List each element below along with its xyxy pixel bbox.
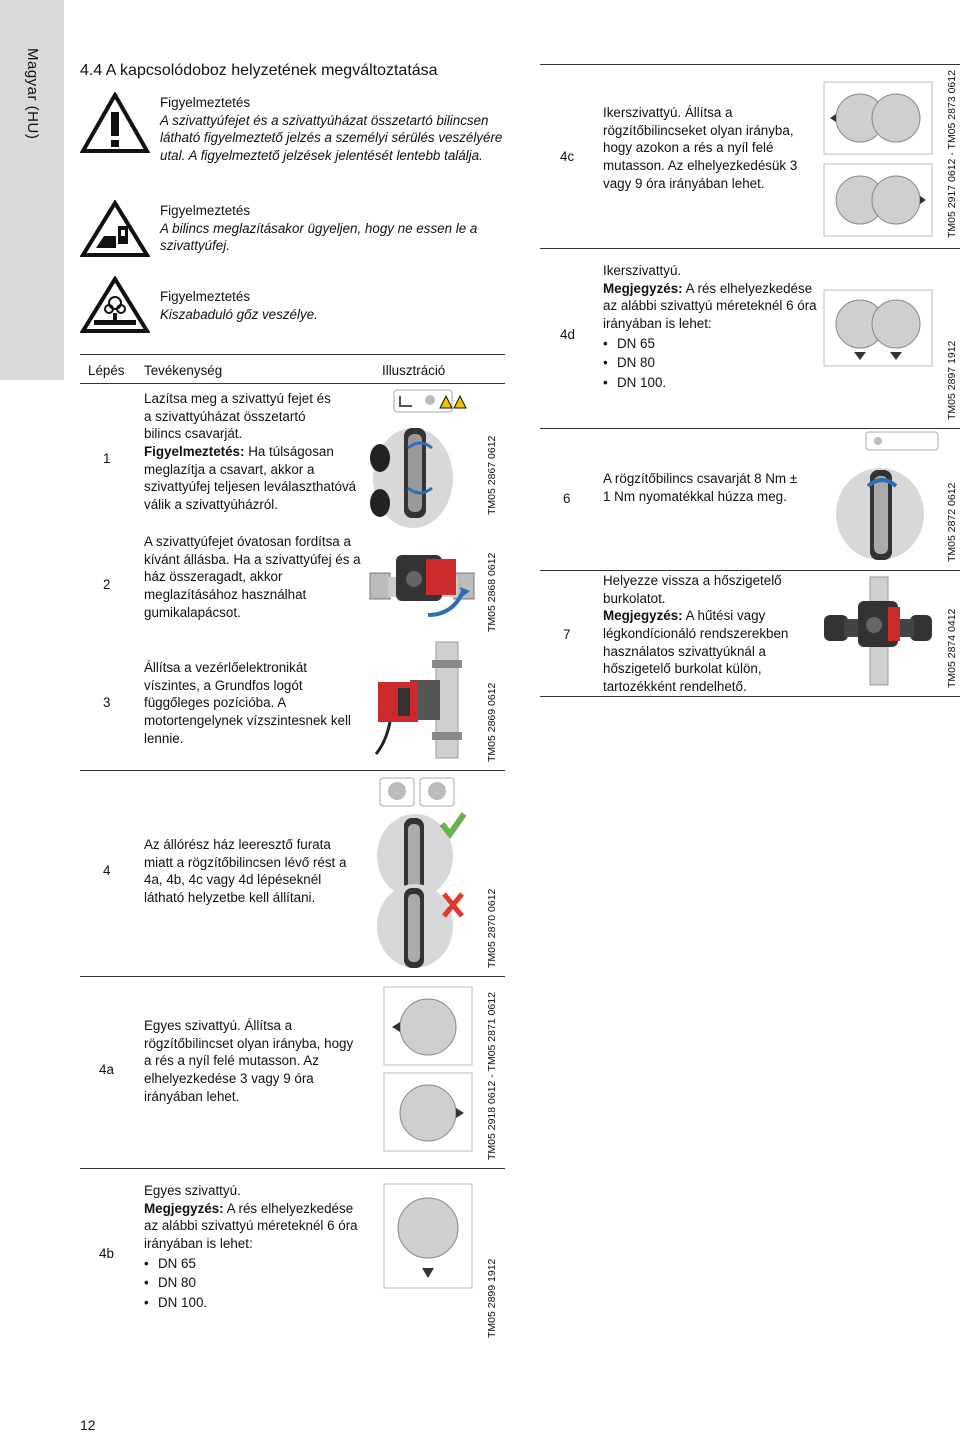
step-number: 4b — [99, 1246, 114, 1261]
step-number: 7 — [563, 627, 571, 642]
steam-icon — [80, 276, 150, 334]
step-text: Helyezze vissza a hőszigetelő burkolatot. Megjegyzés: A hűtési vagy légkondícionáló rendszerekben használatos szivattyúknál a hőszigetelő burkolat külön, tartozékként rendelhető. — [603, 573, 789, 695]
warning-heading: Figyelmeztetés — [160, 203, 251, 218]
illustration-step-7 — [822, 575, 934, 687]
warning-text: A bilincs meglazításakor ügyeljen, hogy ne essen le a szivattyúfej. — [160, 220, 478, 254]
drawing-code: TM05 2869 0612 — [486, 682, 498, 762]
section-title: 4.4 A kapcsolódoboz helyzetének megváltoztatása — [80, 62, 438, 79]
header-action: Tevékenység — [144, 363, 223, 378]
warning-2 — [160, 202, 505, 255]
list-item: • DN 100. — [144, 1294, 359, 1312]
warning-triangle-icon — [80, 92, 150, 154]
step-text: A szivattyúfejet óvatosan fordítsa a kívánt állásba. Ha a szivattyúfej és a ház összeragadt, akkor meglazításához használhat gumikalapácsot. — [144, 534, 361, 620]
illustration-step-4b — [382, 1182, 474, 1292]
language-label: Magyar (HU) — [24, 48, 41, 140]
step-text: Ikerszivattyú. Megjegyzés: A rés elhelyezkedése az alábbi szivattyú méreteknél 6 óra irányában is lehet: • DN 65 • DN 80 • DN 100. — [603, 262, 818, 392]
drawing-code: TM05 2872 0612 — [946, 482, 958, 562]
warning-1 — [160, 94, 505, 165]
step-text: Egyes szivattyú. Megjegyzés: A rés elhelyezkedése az alábbi szivattyú méreteknél 6 óra irányában is lehet: • DN 65 • DN 80 • DN 100. — [144, 1182, 359, 1312]
illustration-step-2 — [368, 545, 478, 625]
warning-text: A szivattyúfejet és a szivattyúházat összetartó bilincsen látható figyelmeztető jelzés a személyi sérülés veszélyére utal. A figyelmeztető jelzések jelentését lentebb találja. — [160, 112, 503, 164]
hand-crush-icon — [80, 200, 150, 258]
warning-text: Kiszabaduló gőz veszélye. — [160, 306, 318, 322]
warning-heading: Figyelmeztetés — [160, 95, 251, 110]
drawing-code: TM05 2897 1912 — [946, 340, 958, 420]
drawing-code: TM05 2868 0612 — [486, 552, 498, 632]
illustration-step-1 — [368, 388, 478, 528]
list-item: • DN 100. — [603, 374, 818, 392]
step-text: Az állórész ház leeresztő furata miatt a rögzítőbilincsen lévő rést a 4a, 4b, 4c vagy 4d lépéseknél látható helyzetbe kell állítani. — [144, 837, 347, 906]
drawing-code: TM05 2899 1912 — [486, 1258, 498, 1338]
warning-heading: Figyelmeztetés — [160, 289, 251, 304]
list-item: • DN 80 — [603, 354, 818, 372]
step-number: 2 — [103, 577, 111, 592]
step-text: Lazítsa meg a szivattyú fejet és a szivattyúházat összetartó bilincs csavarját. Figyelmeztetés: Ha túlságosan meglazítja a csavart, akkor a szivattyúfej teljesen leválaszthatóvá válik a szivattyúházról. — [144, 391, 357, 513]
list-item: • DN 80 — [144, 1274, 359, 1292]
illustration-step-4d — [822, 288, 934, 368]
step-text: Állítsa a vezérlőelektronikát víszintes, a Grundfos logót függőleges pozícióba. A motortengelynek vízszintesnek kell lennie. — [144, 660, 351, 746]
illustration-step-3 — [368, 640, 478, 760]
drawing-code: TM05 2874 0412 — [946, 608, 958, 688]
drawing-code: TM05 2917 0612 - TM05 2873 0612 — [946, 70, 958, 238]
step-number: 4 — [103, 863, 111, 878]
step-number: 3 — [103, 695, 111, 710]
step-number: 4c — [560, 149, 575, 164]
step-text: A rögzítőbilincs csavarját 8 Nm ± 1 Nm nyomatékkal húzza meg. — [603, 471, 798, 504]
header-illustration: Illusztráció — [382, 363, 446, 378]
step-text: Ikerszivattyú. Állítsa a rögzítőbilincseket olyan irányba, hogy azokon a rés a nyíl felé mutasson. Az elhelyezkedésük 3 vagy 9 óra irányában lehet. — [603, 105, 798, 191]
step-number: 4a — [99, 1062, 114, 1077]
illustration-step-4c — [822, 80, 934, 240]
step-number: 4d — [560, 327, 575, 342]
step-number: 1 — [103, 451, 111, 466]
illustration-step-4 — [370, 776, 480, 972]
list-item: • DN 65 — [603, 335, 818, 353]
illustration-step-6 — [830, 430, 940, 562]
list-item: • DN 65 — [144, 1255, 359, 1273]
illustration-step-4a — [382, 985, 474, 1155]
step-number: 6 — [563, 491, 571, 506]
step-text: Egyes szivattyú. Állítsa a rögzítőbilincset olyan irányba, hogy a rés a nyíl felé mutasson. Az elhelyezkedése 3 vagy 9 óra irányában lehet. — [144, 1018, 354, 1104]
drawing-code: TM05 2867 0612 — [486, 435, 498, 515]
warning-3 — [160, 288, 505, 323]
drawing-code: TM05 2918 0612 - TM05 2871 0612 — [486, 992, 498, 1160]
header-step: Lépés — [88, 363, 125, 378]
drawing-code: TM05 2870 0612 — [486, 888, 498, 968]
page-number: 12 — [80, 1417, 96, 1433]
